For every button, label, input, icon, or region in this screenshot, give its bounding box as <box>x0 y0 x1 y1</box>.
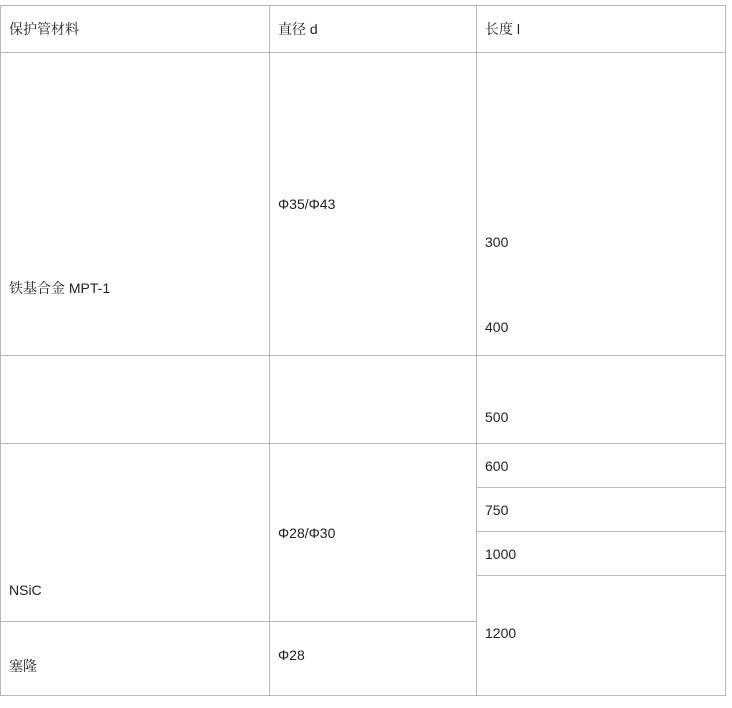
diameter-cell-blank <box>270 356 477 444</box>
length-cell-1200 <box>477 576 725 695</box>
length-value-500: 500 <box>485 409 509 425</box>
diameter-value-35-43: Φ35/Φ43 <box>278 196 336 212</box>
length-value-400: 400 <box>485 319 509 335</box>
specification-table <box>0 5 726 696</box>
length-value-1000: 1000 <box>485 545 517 562</box>
length-cell-1000 <box>477 532 725 576</box>
table-row <box>1 444 270 622</box>
header-material-label: 保护管材料 <box>9 21 79 37</box>
diameter-value-28-30: Φ28/Φ30 <box>278 524 336 541</box>
material-name-nsic: NSiC <box>9 582 42 598</box>
length-value-600: 600 <box>485 457 509 474</box>
table-row <box>1 53 270 356</box>
diameter-cell-1 <box>270 53 477 356</box>
table-row <box>1 356 270 444</box>
length-cell-500 <box>477 356 725 444</box>
diameter-cell-3 <box>270 622 477 695</box>
table-header-material <box>1 6 270 53</box>
material-name-iron-alloy: 铁基合金 MPT-1 <box>9 280 111 296</box>
length-cell-600 <box>477 444 725 488</box>
diameter-cell-2 <box>270 444 477 622</box>
table-row <box>1 622 270 695</box>
length-value-300: 300 <box>485 234 509 250</box>
length-value-1200: 1200 <box>485 625 517 641</box>
length-cell-300 <box>477 223 725 289</box>
length-value-750: 750 <box>485 501 509 518</box>
material-name-sialon: 塞隆 <box>9 658 37 674</box>
length-cell-750 <box>477 488 725 532</box>
table-header-length <box>477 6 725 53</box>
table-header-diameter <box>270 6 477 53</box>
diameter-value-28: Φ28 <box>278 647 305 663</box>
header-length-label: 长度 l <box>485 21 520 37</box>
length-cell-blank-top <box>477 53 725 223</box>
header-diameter-label: 直径 d <box>278 21 318 37</box>
length-cell-400 <box>477 289 725 356</box>
